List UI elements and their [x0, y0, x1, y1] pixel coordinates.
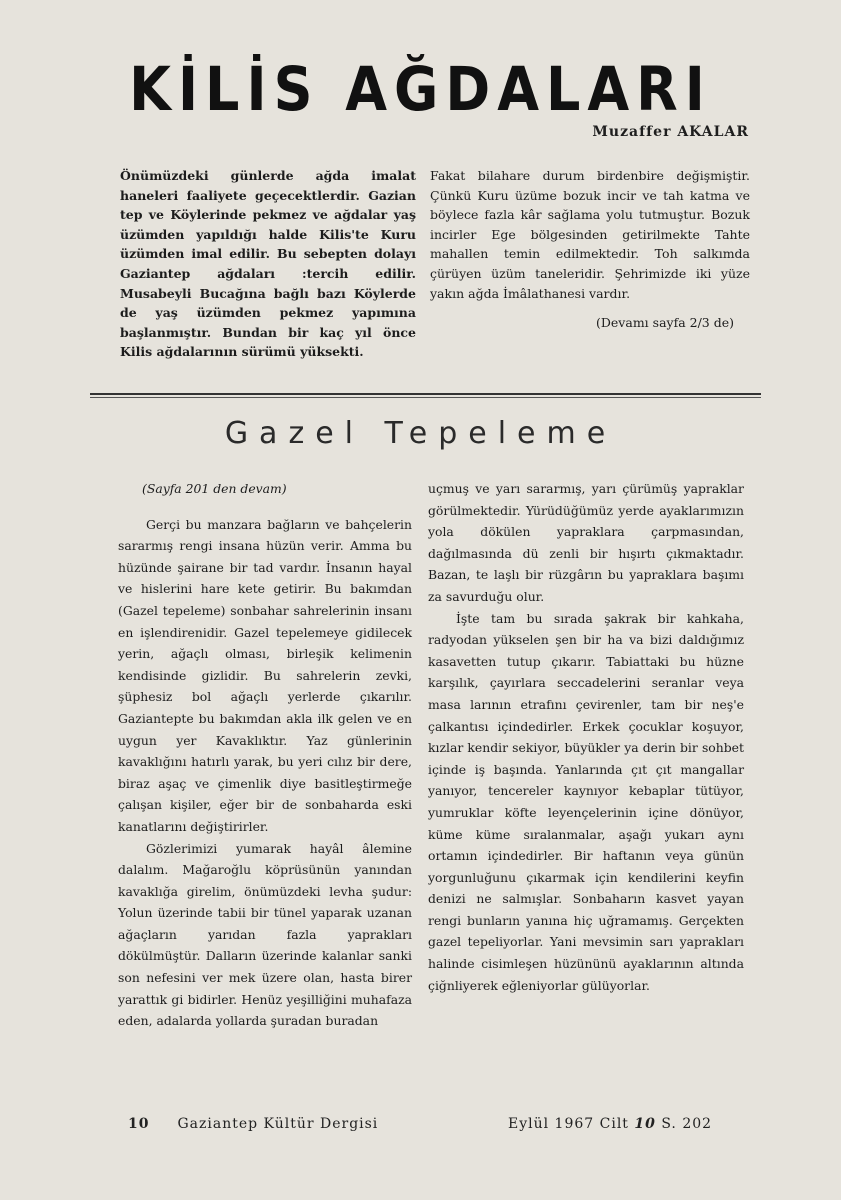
author-name: Muzaffer AKALAR: [592, 124, 749, 140]
article2-title: Gazel Tepeleme: [224, 416, 617, 451]
article2-paragraph: uçmuş ve yarı sararmış, yarı çürümüş yapraklar görülmektedir. Yürüdüğümüz yerde ayaklarımızın yola dökülen yapraklara çarpmasından, dağılmasında dü zenli bir hışırtı çıkmaktadır. Bazan, te laşlı bir rüzgârın bu yapraklara başımı za savurduğu olur.: [428, 481, 744, 604]
article1-left-text: Önümüzdeki günlerde ağda imalat haneleri faaliyete geçecektlerdir. Gazian tep ve Köylerinde pekmez ve ağdalar yaş üzümden yapıldığı halde Kilis'te Kuru üzümden imal edilir. Bu sebepten dolayı Gaziantep ağdaları :tercih edilir. Musabeyli Bucağına bağlı bazı Köylerde de yaş üzümden pekmez yapımına başlanmıştır. Bundan bir kaç yıl önce Kilis ağdalarının sürümü yüksekti.: [120, 168, 416, 360]
section-divider-thin: [90, 397, 761, 398]
volume-number: 10: [634, 1116, 656, 1132]
issue-date: Eylül 1967 Cilt: [508, 1116, 629, 1132]
article2-right-column: [428, 478, 744, 996]
article1-left-column: [120, 166, 416, 362]
footer-right: [508, 1116, 712, 1132]
magazine-name: Gaziantep Kültür Dergisi: [177, 1116, 379, 1132]
article2-paragraph: İşte tam bu sırada şakrak bir kahkaha, radyodan yükselen şen bir ha va bizi daldığımız kasavetten tutup çıkarır. Tabiattaki bu hüzne karşılık, çayırlara seccadelerini seranlar veya masa larının etrafını çevirenler, tam bir neş'e çalkantısı içindedirler. Erkek çocuklar koşuyor, kızlar kendir sekiyor, büyükler ya derin bir sohbet içinde iş başında. Yanlarında çıt çıt mangallar yanıyor, tencereler kaynıyor kebaplar tütüyor, yumruklar köfte leyençelerinin içine dönüyor, küme küme sıralanmalar, aşağı yukarı aynı ortamın içindedirler. Bir haftanın veya günün yorgunluğunu çıkarmak için kendilerini keyfin denizi ne salmışlar. Sonbaharın kasvet yayan rengi bunların yanına hiç uğramamış. Gerçekten gazel tepeliyorlar. Yani mevsimin sarı yaprakları halinde cisimleşen hüzününü ayaklarının altında çiğnliyerek eğleniyorlar gülüyorlar.: [428, 610, 744, 993]
article-title: KİLİS AĞDALARI: [129, 54, 712, 125]
issue-number: S. 202: [661, 1116, 713, 1132]
article1-right-column: [430, 166, 750, 333]
article2-paragraph: Gerçi bu manzara bağların ve bahçelerin sararmış rengi insana hüzün verir. Amma bu hüzünde şairane bir tad vardır. İnsanın hayal ve hislerini hare kete getirir. Bu bakımdan (Gazel tepeleme) sonbahar sahrelerinin insanı en işlendirenidir. Gazel tepelemeye gidilecek yerin, ağaçlı olması, birleşik kelimenin kendisinde gizlidir. Bu sahrelerin zevki, şüphesiz bol ağaçlı yerlerde çıkarılır. Gaziantepte bu bakımdan akla ilk gelen ve en uygun yer Kavaklıktır. Yaz günlerinin kavaklığını hatırlı yarak, bu yeri cılız bir dere, biraz aşaç ve çimenlik diye basitleştirmeğe çalışan kişiler, eğer bir de sonbaharda eski kanatlarını değiştirirler.: [118, 516, 412, 834]
article1-right-text: Fakat bilahare durum birdenbire değişmiştir. Çünkü Kuru üzüme bozuk incir ve tah katma ve böylece fazla kâr sağlama yolu tutmuştur. Bozuk incirler Ege bölgesinden getirilmekte Tahte mahallen temin edilmektedir. Toh salkımda çürüyen üzüm taneleridir. Şehrimizde iki yüze yakın ağda İmâlathanesi vardır.: [430, 168, 750, 301]
continued-note: (Devamı sayfa 2/3 de): [596, 315, 734, 331]
section-divider: [90, 393, 761, 395]
continued-from-note: (Sayfa 201 den devam): [142, 481, 287, 496]
page-number: 10: [128, 1116, 150, 1132]
article2-paragraph: Gözlerimizi yumarak hayâl âlemine dalalım. Mağaroğlu köprüsünün yanından kavaklığa girelim, önümüzdeki levha şudur: Yolun üzerinde tabii bir tünel yaparak uzanan ağaçların yarıdan fazla yaprakları dökülmüştür. Dalların üzerinde kalanlar sanki son nefesini ver mek üzere olan, hasta birer yarattık gi bidirler. Henüz yeşilliğini muhafaza eden, adalarda yollarda şuradan buradan: [118, 840, 412, 1029]
article2-left-column: [118, 478, 412, 1032]
footer-left: [128, 1116, 378, 1132]
